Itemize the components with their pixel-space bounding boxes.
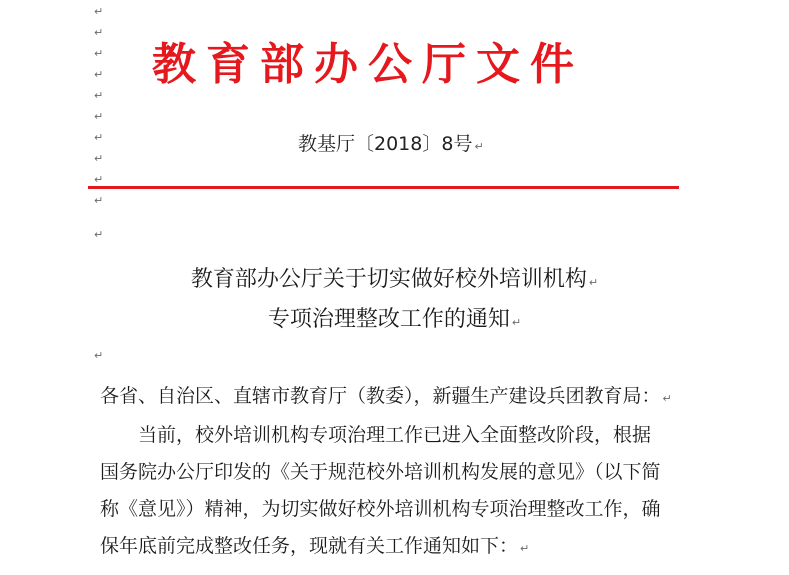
notice-title-text: 专项治理整改工作的通知: [267, 307, 510, 332]
body-line: [100, 528, 700, 565]
paragraph-mark: ↵: [94, 349, 104, 362]
document-number-line: [298, 129, 484, 156]
paragraph-mark: ↵: [94, 228, 104, 241]
paragraph-mark: ↵: [94, 68, 104, 81]
body-line: 国务院办公厅印发的《关于规范校外培训机构发展的意见》（以下简: [100, 461, 661, 483]
body-line: 当前，校外培训机构专项治理工作已进入全面整改阶段，根据: [138, 424, 652, 446]
body-line: 称《意见》）精神，为切实做好校外培训机构专项治理整改工作，确: [100, 498, 661, 520]
notice-title-line-2: [0, 302, 789, 333]
paragraph-mark: ↵: [474, 140, 484, 153]
paragraph-mark: ↵: [94, 89, 104, 102]
salutation: [100, 378, 789, 415]
document-header-title: 教育部办公厅文件: [152, 39, 584, 90]
document-number: 教基厅〔2018〕8号: [298, 133, 473, 155]
notice-title-line-1: [0, 262, 789, 293]
paragraph-mark: ↵: [94, 194, 104, 207]
paragraph-mark: ↵: [588, 276, 599, 289]
paragraph-mark: ↵: [94, 173, 104, 186]
paragraph-mark: ↵: [94, 110, 104, 123]
salutation-text: 各省、自治区、直辖市教育厅（教委），新疆生产建设兵团教育局：: [100, 385, 661, 407]
paragraph-mark: ↵: [94, 26, 104, 39]
paragraph-mark: ↵: [511, 316, 522, 329]
paragraph-mark: ↵: [94, 5, 104, 18]
paragraph-mark: ↵: [94, 47, 104, 60]
notice-title-text: 教育部办公厅关于切实做好校外培训机构: [190, 267, 587, 292]
body-paragraph: [100, 417, 700, 565]
paragraph-mark: ↵: [520, 542, 530, 555]
body-line-text: 保年底前完成整改任务，现就有关工作通知如下：: [100, 535, 519, 557]
red-separator-line: [88, 186, 679, 189]
paragraph-mark: ↵: [94, 131, 104, 144]
paragraph-mark: ↵: [94, 152, 104, 165]
paragraph-mark: ↵: [662, 392, 672, 405]
